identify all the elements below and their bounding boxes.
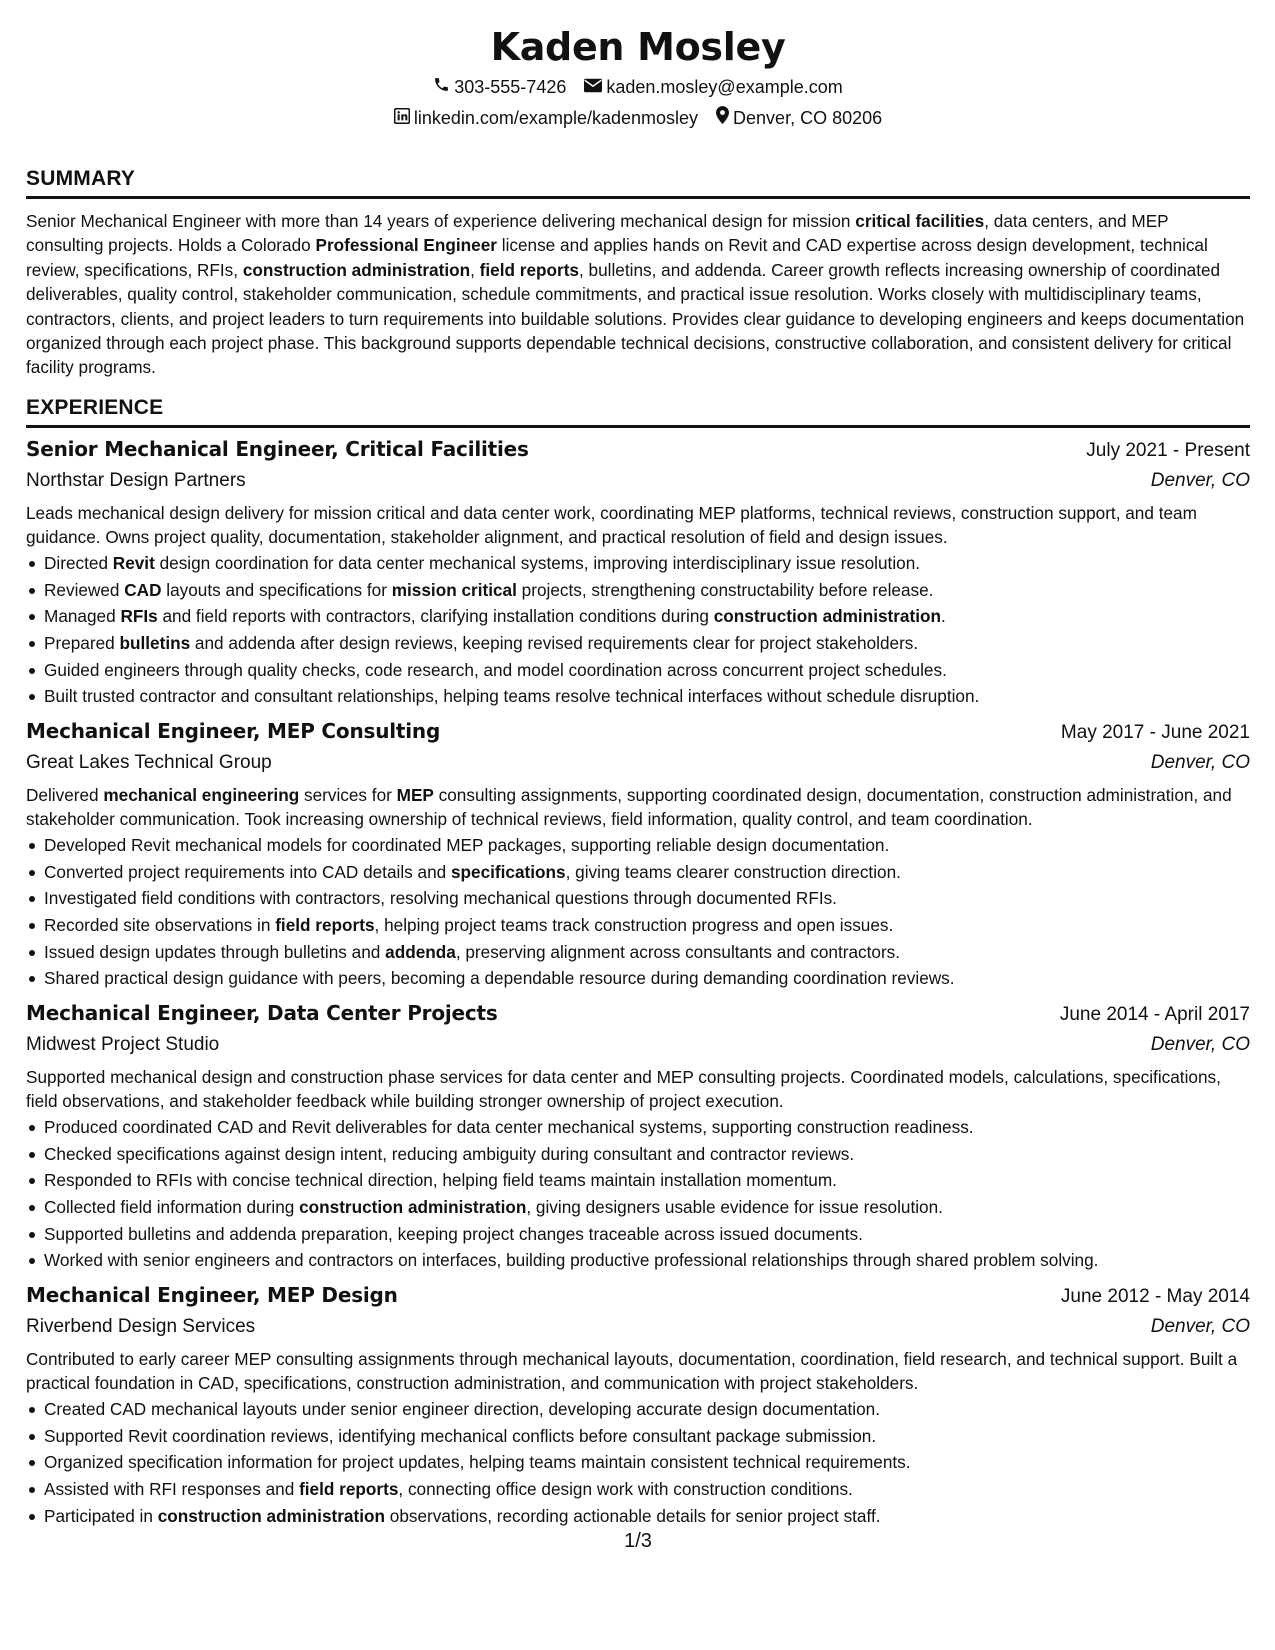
job-location: Denver, CO — [1150, 469, 1250, 491]
bold-keyword: Professional Engineer — [315, 235, 497, 256]
job-title: Mechanical Engineer, Data Center Projects — [26, 1000, 498, 1025]
job-bullet: Directed Revit design coordination for data center mechanical systems, improving interdisciplinary issue resolution. — [26, 550, 1250, 577]
job-title: Mechanical Engineer, MEP Design — [26, 1282, 398, 1307]
bold-keyword: specifications — [450, 861, 566, 882]
job-dates: June 2014 - April 2017 — [1059, 1003, 1250, 1025]
job-bullet: Guided engineers through quality checks, code research, and model coordination across concurrent project schedules. — [26, 657, 1250, 684]
job-subheader — [26, 1030, 1250, 1060]
bold-keyword: construction administration — [157, 1505, 385, 1526]
job-description: Contributed to early career MEP consulting assignments through mechanical layouts, documentation, coordination, field research, and technical support. Built a practical foundation in CAD, specifications, construction administration, and communication with project stakeholders. — [26, 1348, 1238, 1393]
contact-linkedin[interactable] — [394, 103, 698, 134]
resume-header — [26, 22, 1250, 134]
candidate-name: Kaden Mosley — [490, 25, 786, 69]
bold-keyword: construction administration — [242, 259, 471, 280]
experience-section — [26, 395, 1250, 1529]
bold-keyword: mechanical engineering — [103, 784, 300, 805]
job-bullet: Assisted with RFI responses and field reports, connecting office design work with construction conditions. — [26, 1476, 1250, 1503]
bold-keyword: Revit — [112, 553, 155, 574]
job-entry — [26, 434, 1250, 710]
job-bullet: Issued design updates through bulletins and addenda, preserving alignment across consultants and contractors. — [26, 939, 1250, 966]
job-bullet-list — [26, 1396, 1250, 1529]
section-title-experience: EXPERIENCE — [26, 395, 1250, 428]
bold-keyword: addenda — [385, 941, 456, 962]
job-title: Mechanical Engineer, MEP Consulting — [26, 718, 441, 743]
job-bullet-list — [26, 832, 1250, 992]
job-company: Riverbend Design Services — [26, 1315, 256, 1337]
job-subheader — [26, 466, 1250, 496]
job-dates: May 2017 - June 2021 — [1060, 721, 1250, 743]
envelope-icon — [584, 72, 602, 103]
job-header — [26, 716, 1250, 748]
job-bullet: Participated in construction administration observations, recording actionable details for senior project staff. — [26, 1503, 1250, 1530]
job-bullet: Produced coordinated CAD and Revit deliverables for data center mechanical systems, supporting construction readiness. — [26, 1114, 1250, 1141]
job-bullet: Responded to RFIs with concise technical direction, helping field teams maintain installation momentum. — [26, 1167, 1250, 1194]
job-entry — [26, 716, 1250, 992]
map-pin-icon — [716, 103, 729, 134]
job-bullet: Investigated field conditions with contractors, resolving mechanical questions through documented RFIs. — [26, 885, 1250, 912]
phone-icon — [433, 72, 450, 103]
bold-keyword: CAD — [124, 579, 162, 600]
bold-keyword: construction administration — [299, 1196, 527, 1217]
linkedin-url[interactable]: linkedin.com/example/kadenmosley — [413, 108, 699, 128]
job-entry — [26, 1280, 1250, 1529]
bold-keyword: field reports — [299, 1478, 399, 1499]
job-bullet: Converted project requirements into CAD details and specifications, giving teams clearer construction direction. — [26, 859, 1250, 886]
linkedin-icon — [394, 103, 410, 134]
job-bullet: Worked with senior engineers and contractors on interfaces, building productive professional relationships through shared problem solving. — [26, 1247, 1250, 1274]
job-header — [26, 434, 1250, 466]
bold-keyword: construction administration — [713, 606, 941, 627]
contact-email[interactable] — [584, 72, 842, 103]
job-bullet-list — [26, 1114, 1250, 1274]
contact-line-2 — [26, 103, 1250, 134]
location-text: Denver, CO 80206 — [733, 108, 883, 128]
bold-keyword: critical facilities — [855, 211, 985, 231]
phone-number: 303-555-7426 — [454, 77, 567, 97]
page-number: 1/3 — [624, 1530, 652, 1552]
job-entry — [26, 998, 1250, 1274]
job-description: Leads mechanical design delivery for mission critical and data center work, coordinating MEP platforms, technical reviews, construction support, and team guidance. Owns project quality, documentation, stakeholder alignment, and practical resolution of field and design issues. — [26, 502, 1197, 548]
job-header — [26, 998, 1250, 1030]
job-description: Delivered mechanical engineering services for MEP consulting assignments, supporting coordinated design, documentation, construction administration, and stakeholder communication. Took increasing ownership of technical reviews, field information, quality control, and team coordination. — [26, 784, 1232, 830]
job-company: Midwest Project Studio — [26, 1033, 220, 1055]
job-bullet: Created CAD mechanical layouts under senior engineer direction, developing accurate design documentation. — [26, 1396, 1250, 1423]
job-subheader — [26, 748, 1250, 778]
job-bullet: Managed RFIs and field reports with contractors, clarifying installation conditions during construction administration. — [26, 603, 1250, 630]
bold-keyword: RFIs — [120, 606, 158, 627]
job-company: Northstar Design Partners — [26, 469, 246, 491]
job-bullet: Shared practical design guidance with peers, becoming a dependable resource during demanding coordination reviews. — [26, 965, 1250, 992]
job-bullet: Recorded site observations in field reports, helping project teams track construction progress and open issues. — [26, 912, 1250, 939]
summary-section — [26, 166, 1250, 380]
job-bullet: Supported bulletins and addenda preparation, keeping project changes traceable across issued documents. — [26, 1221, 1250, 1248]
job-bullet: Built trusted contractor and consultant relationships, helping teams resolve technical interfaces without schedule disruption. — [26, 683, 1250, 710]
bold-keyword: field reports — [275, 915, 375, 935]
job-dates: July 2021 - Present — [1086, 439, 1250, 461]
bold-keyword: mission critical — [391, 579, 517, 600]
job-dates: June 2012 - May 2014 — [1060, 1285, 1250, 1307]
job-subheader — [26, 1312, 1250, 1342]
job-bullet: Organized specification information for project updates, helping teams maintain consistent technical requirements. — [26, 1449, 1250, 1476]
job-bullet: Developed Revit mechanical models for coordinated MEP packages, supporting reliable design documentation. — [26, 832, 1250, 859]
contact-location — [716, 103, 882, 134]
bold-keyword: MEP — [396, 784, 434, 805]
bold-keyword: field reports — [479, 259, 579, 280]
contact-line-1 — [26, 72, 1250, 103]
resume-page — [26, 0, 1250, 1650]
job-header — [26, 1280, 1250, 1312]
job-bullet: Supported Revit coordination reviews, identifying mechanical conflicts before consultant package submission. — [26, 1423, 1250, 1450]
job-location: Denver, CO — [1150, 1315, 1250, 1337]
contact-phone — [433, 72, 566, 103]
job-bullet: Prepared bulletins and addenda after design reviews, keeping revised requirements clear for project stakeholders. — [26, 630, 1250, 657]
email-address[interactable]: kaden.mosley@example.com — [606, 77, 843, 97]
job-company: Great Lakes Technical Group — [26, 751, 272, 773]
job-description: Supported mechanical design and construction phase services for data center and MEP consulting projects. Coordinated models, calculations, specifications, field observations, and stakeholder feedback while building stronger ownership of project execution. — [26, 1066, 1221, 1111]
job-location: Denver, CO — [1150, 1033, 1250, 1055]
job-title: Senior Mechanical Engineer, Critical Facilities — [26, 436, 529, 461]
job-bullet: Collected field information during construction administration, giving designers usable evidence for issue resolution. — [26, 1194, 1250, 1221]
job-bullet: Checked specifications against design intent, reducing ambiguity during consultant and contractor reviews. — [26, 1141, 1250, 1168]
section-title-summary: SUMMARY — [26, 166, 1250, 199]
job-bullet-list — [26, 550, 1250, 710]
bold-keyword: bulletins — [119, 633, 191, 654]
job-location: Denver, CO — [1150, 751, 1250, 773]
summary-text: Senior Mechanical Engineer with more than 14 years of experience delivering mechanical design for mission critical facilities, data centers, and MEP consulting projects. Holds a Colorado Professional Engineer license and applies hands on Revit and CAD expertise across design development, technical review, specifications, RFIs, construction administration, field reports, bulletins, and addenda. Career growth reflects increasing ownership of coordinated deliverables, quality control, stakeholder communication, schedule commitments, and practical issue resolution. Works closely with multidisciplinary teams, contractors, clients, and project leaders to turn requirements into buildable solutions. Provides clear guidance to developing engineers and keeps documentation organized through each project phase. This background supports dependable technical decisions, constructive collaboration, and consistent delivery for critical facility programs. — [26, 211, 1245, 378]
job-list — [26, 434, 1250, 1529]
job-bullet: Reviewed CAD layouts and specifications for mission critical projects, strengthening constructability before release. — [26, 577, 1250, 604]
